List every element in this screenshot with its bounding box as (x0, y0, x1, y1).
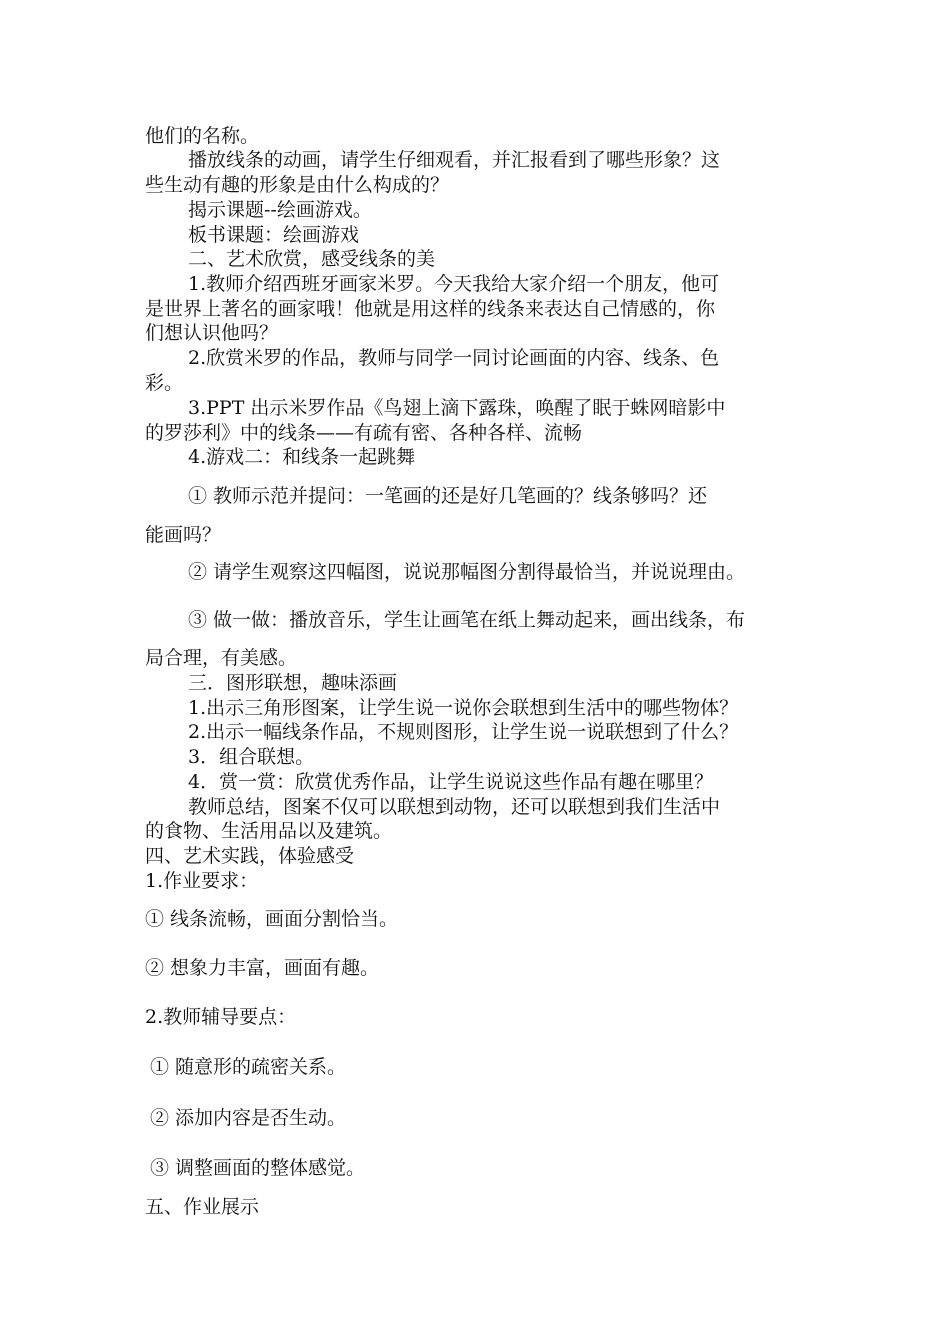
list-item: ② 请学生观察这四幅图，说说那幅图分割得最恰当，并说说理由。 (188, 561, 746, 583)
text-line: 局合理，有美感。 (145, 647, 298, 669)
text-line: 揭示课题--绘画游戏。 (188, 199, 372, 221)
text-line: 4.游戏二：和线条一起跳舞 (188, 446, 416, 468)
text-line: 播放线条的动画，请学生仔细观看，并汇报看到了哪些形象？这 (188, 149, 721, 171)
text-line: 的罗莎利》中的线条——有疏有密、各种各样、流畅 (145, 422, 583, 444)
text-line: 1.作业要求： (145, 870, 259, 892)
list-item: ③ 调整画面的整体感觉。 (150, 1157, 366, 1179)
list-item: 3．组合联想。 (188, 746, 315, 768)
section-heading: 四、艺术实践，体验感受 (145, 845, 355, 867)
list-item: 2.出示一幅线条作品，不规则图形，让学生说一说联想到了什么？ (188, 721, 739, 743)
text-line: 他们的名称。 (145, 125, 260, 147)
section-heading: 五、作业展示 (145, 1196, 260, 1218)
text-line: 2.欣赏米罗的作品，教师与同学一同讨论画面的内容、线条、色 (188, 347, 720, 369)
text-line: 2.教师辅导要点： (145, 1006, 297, 1028)
text-line: 教师总结，图案不仅可以联想到动物，还可以联想到我们生活中 (188, 796, 721, 818)
list-item: ① 教师示范并提问：一笔画的还是好几笔画的？线条够吗？还 (188, 485, 708, 507)
text-line: 是世界上著名的画家哦！他就是用这样的线条来表达自己情感的，你 (145, 298, 716, 320)
list-item: ① 随意形的疏密关系。 (150, 1056, 347, 1078)
list-item: 1.出示三角形图案，让学生说一说你会联想到生活中的哪些物体？ (188, 697, 739, 719)
text-line: 板书课题：绘画游戏 (188, 224, 360, 246)
text-line: 们想认识他吗？ (145, 322, 279, 344)
text-line: 3.PPT 出示米罗作品《鸟翅上滴下露珠，唤醒了眠于蛛网暗影中 (188, 397, 726, 419)
text-line: 能画吗？ (145, 524, 222, 546)
text-line: 1.教师介绍西班牙画家米罗。今天我给大家介绍一个朋友，他可 (188, 273, 720, 295)
list-item: ② 添加内容是否生动。 (150, 1107, 347, 1129)
text-line: 的食物、生活用品以及建筑。 (145, 820, 393, 842)
text-line: 彩。 (145, 372, 184, 394)
list-item: ③ 做一做：播放音乐，学生让画笔在纸上舞动起来，画出线条，布 (188, 609, 746, 631)
text-line: 些生动有趣的形象是由什么构成的？ (145, 174, 450, 196)
list-item: ① 线条流畅，画面分割恰当。 (145, 908, 399, 930)
list-item: ② 想象力丰富，画面有趣。 (145, 957, 380, 979)
section-heading: 三．图形联想，趣味添画 (188, 672, 398, 694)
section-heading: 二、艺术欣赏，感受线条的美 (188, 248, 436, 270)
list-item: 4．赏一赏：欣赏优秀作品，让学生说说这些作品有趣在哪里？ (188, 771, 714, 793)
